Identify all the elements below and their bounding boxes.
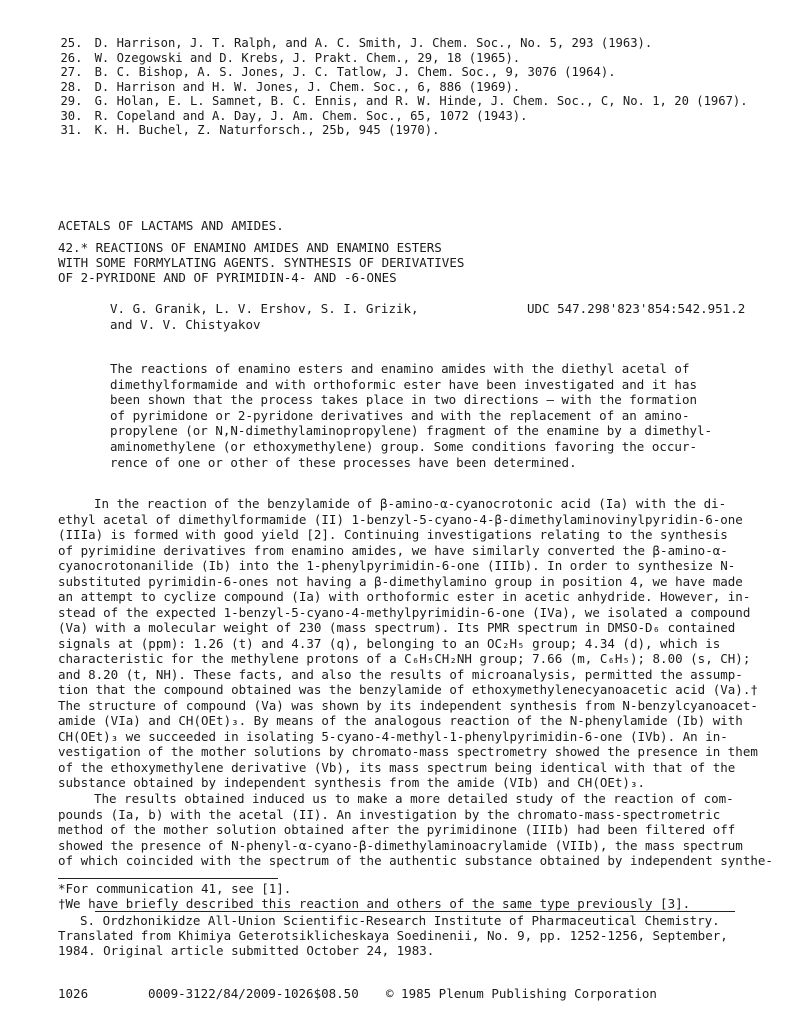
body-line-4: showed the presence of N-phenyl-α-cyano-β-dimethylaminoacrylamide (VIIb), the mass spectrum	[58, 837, 743, 853]
body-line-18: of the ethoxymethylene derivative (Vb), its mass spectrum being identical with that of the	[58, 759, 736, 775]
body-line-15: amide (VIa) and CH(OEt)₃. By means of the analogous reaction of the N-phenylamide (Ib) with	[58, 713, 743, 728]
reference-number: 30.	[60, 107, 83, 123]
authors-line-2: and V. V. Chistyakov	[110, 317, 261, 332]
body-line-1: In the reaction of the benzylamide of β-amino-α-cyanocrotonic acid (Ia) with the di-	[94, 496, 727, 511]
body-line-1: The results obtained induced us to make a more detailed study of the reaction of com-	[94, 791, 734, 806]
reference-text: G. Holan, E. L. Samnet, B. C. Ennis, and R. W. Hinde, J. Chem. Soc., C, No. 1, 20 (1967).	[94, 93, 748, 108]
body-line-7: an attempt to cyclize compound (Ia) with orthoformic ester in acetic anhydride. However, in-	[58, 589, 751, 604]
affiliation-rule	[95, 911, 735, 912]
reference-text: W. Ozegowski and D. Krebs, J. Prakt. Chem., 29, 18 (1965).	[94, 49, 521, 65]
reference-number: 27.	[60, 64, 83, 79]
body-line-2: ethyl acetal of dimethylformamide (II) 1-benzyl-5-cyano-4-β-dimethylaminovinylpyridin-6-one	[58, 511, 743, 527]
body-line-19: substance obtained by independent synthesis from the amide (VIb) and CH(OEt)₃.	[58, 775, 645, 790]
body-line-14: The structure of compound (Va) was shown by its independent synthesis from N-benzylcyanoacet-	[58, 697, 758, 713]
reference-text: D. Harrison, J. T. Ralph, and A. C. Smith, J. Chem. Soc., No. 5, 293 (1963).	[94, 35, 653, 50]
body-line-9: (Va) with a molecular weight of 230 (mass spectrum). Its PMR spectrum in DMSO-D₆ contained	[58, 620, 736, 635]
body-line-17: vestigation of the mother solutions by chromato-mass spectrometry showed the presence in them	[58, 744, 758, 759]
article-title-line-2: WITH SOME FORMYLATING AGENTS. SYNTHESIS OF DERIVATIVES	[58, 255, 465, 270]
body-line-5: of which coincided with the spectrum of the authentic substance obtained by independent synthe-	[58, 853, 773, 868]
reference-number: 29.	[60, 93, 83, 108]
abstract-line-1: The reactions of enamino esters and enamino amides with the diethyl acetal of	[110, 361, 690, 376]
body-line-2: pounds (Ia, b) with the acetal (II). An investigation by the chromato-mass-spectrometric	[58, 806, 721, 822]
body-line-4: of pyrimidine derivatives from enamino amides, we have similarly converted the β-amino-α-	[58, 542, 728, 558]
affiliation-line-1: S. Ordzhonikidze All-Union Scientific-Research Institute of Pharmaceutical Chemistry.	[80, 913, 720, 928]
body-line-5: cyanocrotonanilide (Ib) into the 1-phenylpyrimidin-6-one (IIIb). In order to synthesize N-	[58, 558, 736, 573]
body-line-3: method of the mother solution obtained after the pyrimidinone (IIIb) had been filtered off	[58, 822, 736, 837]
reference-text: B. C. Bishop, A. S. Jones, J. C. Tatlow, J. Chem. Soc., 9, 3076 (1964).	[94, 64, 616, 79]
body-line-12: and 8.20 (t, NH). These facts, and also the results of microanalysis, permitted the assump-	[58, 666, 743, 682]
body-line-16: CH(OEt)₃ we succeeded in isolating 5-cyano-4-methyl-1-phenylpyrimidin-6-one (IVb). An in-	[58, 728, 728, 744]
abstract-line-3: been shown that the process takes place in two directions — with the formation	[110, 392, 697, 408]
authors-line-1: V. G. Granik, L. V. Ershov, S. I. Grizik,	[110, 301, 419, 316]
reference-number: 31.	[60, 122, 83, 137]
footnote-1: *For communication 41, see [1].	[58, 881, 292, 896]
article-code: 0009-3122/84/2009-1026$08.50	[148, 986, 359, 1001]
reference-number: 25.	[60, 35, 83, 50]
article-title-line-3: OF 2-PYRIDONE AND OF PYRIMIDIN-4- AND -6-ONES	[58, 270, 397, 285]
abstract-line-2: dimethylformamide and with orthoformic ester have been investigated and it has	[110, 376, 697, 392]
body-line-6: substituted pyrimidin-6-ones not having a β-dimethylamino group in position 4, we have made	[58, 573, 743, 589]
body-line-13: tion that the compound obtained was the benzylamide of ethoxymethylenecyanoacetic acid (Va).†	[58, 682, 758, 697]
body-line-10: signals at (ppm): 1.26 (t) and 4.37 (q), belonging to an OC₂H₅ group; 4.34 (d), which is	[58, 635, 721, 651]
abstract-line-4: of pyrimidone or 2-pyridone derivatives and with the replacement of an amino-	[110, 407, 690, 423]
article-title-line-1: 42.* REACTIONS OF ENAMINO AMIDES AND ENAMINO ESTERS	[58, 240, 442, 255]
copyright: © 1985 Plenum Publishing Corporation	[386, 986, 657, 1001]
affiliation-line-2: Translated from Khimiya Geterotsiklicheskaya Soedinenii, No. 9, pp. 1252-1256, September,	[58, 928, 728, 943]
page-number: 1026	[58, 986, 89, 1001]
abstract-line-5: propylene (or N,N-dimethylaminopropylene) fragment of the enamine by a dimethyl-	[110, 423, 713, 439]
reference-number: 26.	[60, 49, 83, 65]
series-title: ACETALS OF LACTAMS AND AMIDES.	[58, 218, 284, 233]
footnote-rule	[58, 878, 278, 879]
reference-text: K. H. Buchel, Z. Naturforsch., 25b, 945 (1970).	[94, 122, 440, 137]
abstract-line-6: aminomethylene (or ethoxymethylene) group. Some conditions favoring the occur-	[110, 439, 697, 454]
body-line-3: (IIIa) is formed with good yield [2]. Continuing investigations relating to the synthesis	[58, 527, 728, 542]
body-line-8: stead of the expected 1-benzyl-5-cyano-4-methylpyrimidin-6-one (IVa), we isolated a compound	[58, 604, 751, 620]
affiliation-line-3: 1984. Original article submitted October 24, 1983.	[58, 943, 435, 958]
reference-text: R. Copeland and A. Day, J. Am. Chem. Soc., 65, 1072 (1943).	[94, 107, 528, 123]
reference-number: 28.	[60, 78, 83, 94]
body-line-11: characteristic for the methylene protons of a C₆H₅CH₂NH group; 7.66 (m, C₆H₅); 8.00 (s, CH);	[58, 651, 751, 666]
reference-text: D. Harrison and H. W. Jones, J. Chem. Soc., 6, 886 (1969).	[94, 78, 521, 94]
footnote-2: †We have briefly described this reaction and others of the same type previously [3].	[58, 896, 691, 911]
udc-code: UDC 547.298'823'854:542.951.2	[527, 301, 746, 316]
abstract-line-7: rence of one or other of these processes have been determined.	[110, 454, 577, 470]
